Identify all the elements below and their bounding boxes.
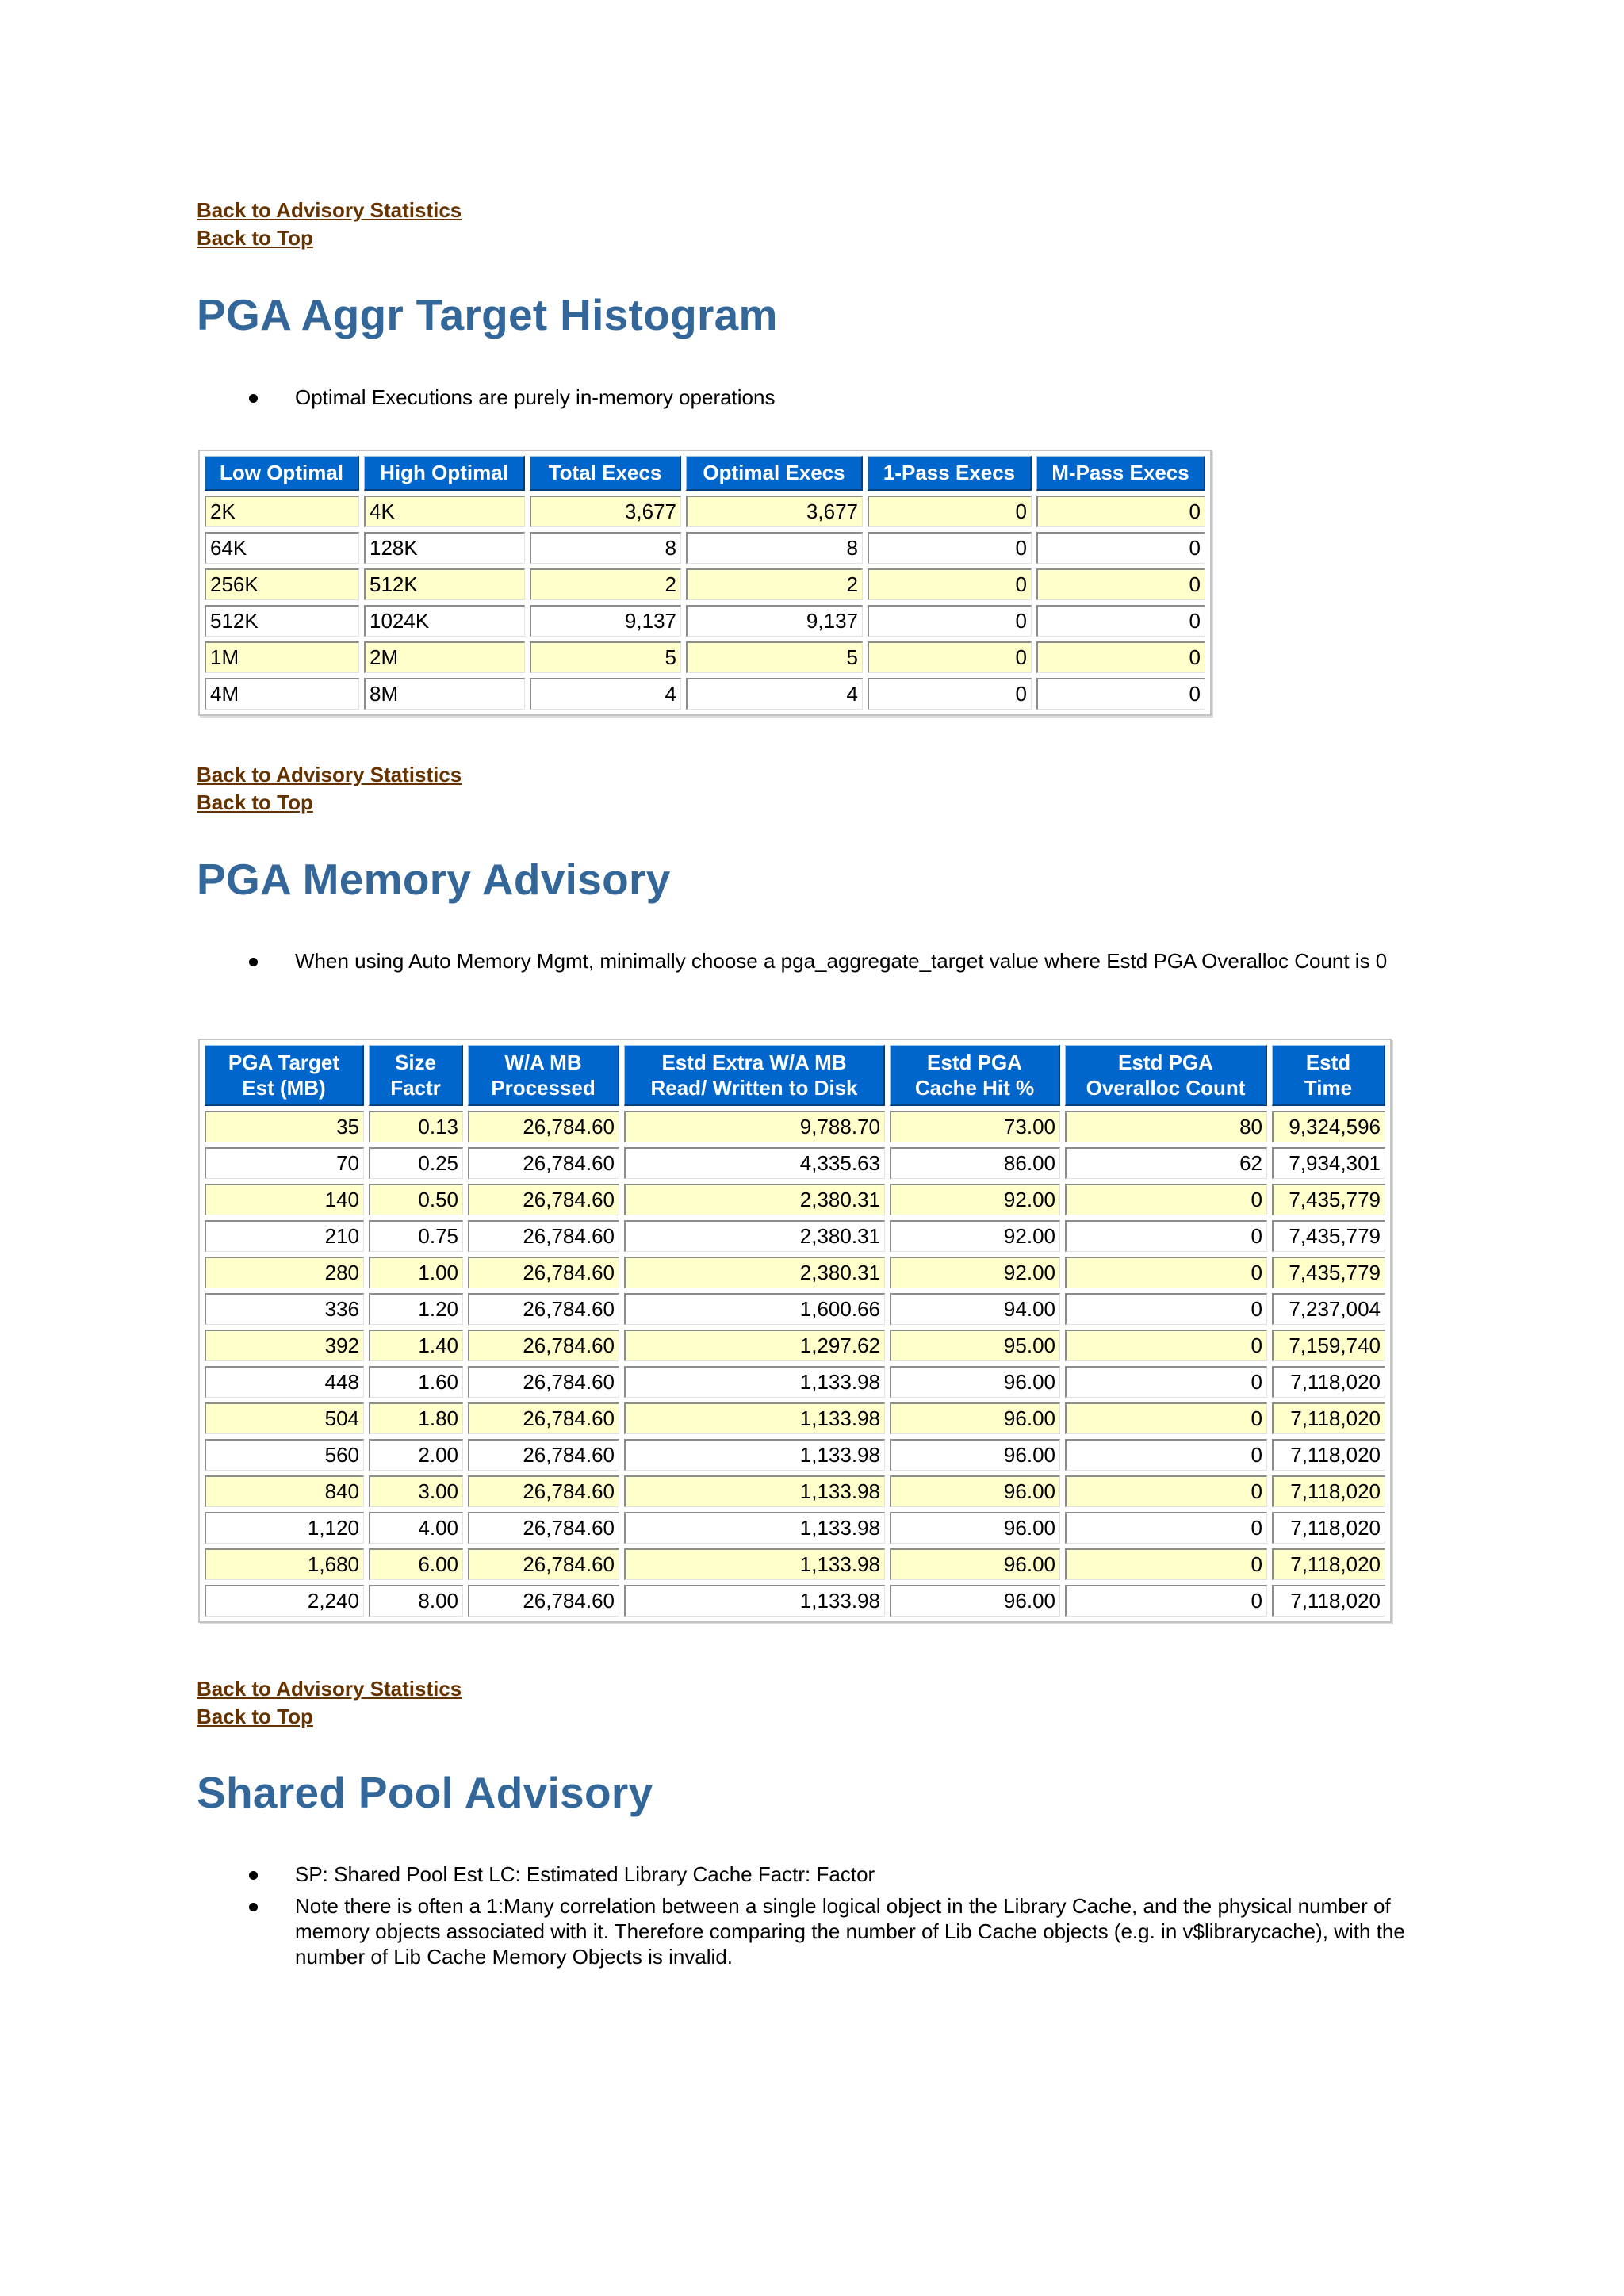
table-cell: 0 [1036, 641, 1205, 673]
table-row [205, 1220, 1385, 1252]
table-cell: 4,335.63 [624, 1147, 885, 1179]
table-cell: 1.80 [369, 1402, 463, 1434]
table-cell: 26,784.60 [468, 1585, 619, 1617]
column-header-line: Size [394, 1050, 437, 1074]
table-cell: 0 [1065, 1439, 1267, 1471]
table-cell: 7,934,301 [1272, 1147, 1385, 1179]
back-to-advisory-statistics-link[interactable]: Back to Advisory Statistics [197, 763, 462, 786]
table-cell: 3.00 [369, 1475, 463, 1507]
table-cell: 7,435,779 [1272, 1257, 1385, 1288]
table-cell: 504 [205, 1402, 364, 1434]
table-cell: 210 [205, 1220, 364, 1252]
table-cell: 0 [1065, 1184, 1267, 1215]
table-row [205, 1257, 1385, 1288]
table-cell: 7,118,020 [1272, 1585, 1385, 1617]
table-cell: 26,784.60 [468, 1293, 619, 1325]
table-cell: 1,297.62 [624, 1330, 885, 1361]
table-cell: 62 [1065, 1147, 1267, 1179]
table-cell: 0 [1065, 1475, 1267, 1507]
table-cell: 2M [364, 641, 525, 673]
column-header [1272, 1045, 1385, 1106]
table-cell: 1.20 [369, 1293, 463, 1325]
table-cell: 2,380.31 [624, 1220, 885, 1252]
table-cell: 256K [205, 568, 359, 600]
table-cell: 26,784.60 [468, 1147, 619, 1179]
table-row [205, 1402, 1385, 1434]
back-to-advisory-statistics-link[interactable]: Back to Advisory Statistics [197, 1677, 462, 1701]
notes-shared-pool [197, 1862, 1434, 1976]
column-header-line: Cache Hit % [914, 1076, 1035, 1100]
table-cell: 2,380.31 [624, 1184, 885, 1215]
table-cell: 448 [205, 1366, 364, 1398]
table-cell: 5 [530, 641, 681, 673]
table-cell: 0 [868, 568, 1032, 600]
table-cell: 96.00 [890, 1402, 1060, 1434]
table-cell: 7,118,020 [1272, 1402, 1385, 1434]
table-cell: 96.00 [890, 1512, 1060, 1544]
table-cell: 512K [364, 568, 525, 600]
table-cell: 2.00 [369, 1439, 463, 1471]
table-row [205, 532, 1205, 564]
table-row [205, 496, 1205, 527]
table-cell: 7,118,020 [1272, 1548, 1385, 1580]
column-header-line: Estd PGA [1118, 1050, 1213, 1074]
table-cell: 9,324,596 [1272, 1111, 1385, 1142]
table-cell: 5 [686, 641, 863, 673]
column-header-line: PGA Target [228, 1050, 340, 1074]
table-cell: 0 [1065, 1548, 1267, 1580]
table-row [205, 1439, 1385, 1471]
table-row [205, 1293, 1385, 1325]
column-header: M-Pass Execs [1036, 456, 1205, 491]
table-cell: 26,784.60 [468, 1402, 619, 1434]
table-cell: 8M [364, 678, 525, 710]
table-cell: 1,133.98 [624, 1402, 885, 1434]
table-cell: 92.00 [890, 1184, 1060, 1215]
table-cell: 0 [1036, 678, 1205, 710]
table-cell: 7,118,020 [1272, 1439, 1385, 1471]
table-cell: 4 [530, 678, 681, 710]
table-cell: 96.00 [890, 1439, 1060, 1471]
table-cell: 0.13 [369, 1111, 463, 1142]
table-cell: 0 [1065, 1402, 1267, 1434]
table-cell: 8.00 [369, 1585, 463, 1617]
table-cell: 1,133.98 [624, 1585, 885, 1617]
table-cell: 4M [205, 678, 359, 710]
table-cell: 26,784.60 [468, 1330, 619, 1361]
column-header-line: Overalloc Count [1086, 1076, 1246, 1100]
table-cell: 0 [1065, 1512, 1267, 1544]
table-cell: 840 [205, 1475, 364, 1507]
table-cell: 0 [1065, 1366, 1267, 1398]
column-header [1065, 1045, 1267, 1106]
section-title-memory-advisory: PGA Memory Advisory [197, 855, 671, 904]
note-item: Optimal Executions are purely in-memory operations [197, 385, 1434, 410]
table-cell: 80 [1065, 1111, 1267, 1142]
column-header-line: Processed [491, 1076, 596, 1100]
column-header [369, 1045, 463, 1106]
table-header-row [205, 456, 1205, 491]
table-cell: 2K [205, 496, 359, 527]
table-cell: 4.00 [369, 1512, 463, 1544]
table-cell: 0 [868, 532, 1032, 564]
column-header: High Optimal [364, 456, 525, 491]
table-cell: 26,784.60 [468, 1111, 619, 1142]
column-header: Total Execs [530, 456, 681, 491]
table-row [205, 1475, 1385, 1507]
table-row [205, 568, 1205, 600]
table-cell: 4K [364, 496, 525, 527]
table-cell: 96.00 [890, 1366, 1060, 1398]
table-row [205, 1111, 1385, 1142]
column-header-line: Estd Extra W/A MB [661, 1050, 847, 1074]
table-row [205, 678, 1205, 710]
table-cell: 0 [868, 605, 1032, 637]
table-cell: 1,133.98 [624, 1512, 885, 1544]
column-header-line: Factr [390, 1076, 441, 1100]
table-cell: 7,118,020 [1272, 1366, 1385, 1398]
column-header-line: Est (MB) [242, 1076, 326, 1100]
column-header [890, 1045, 1060, 1106]
table-cell: 3,677 [530, 496, 681, 527]
column-header [624, 1045, 885, 1106]
table-cell: 2 [530, 568, 681, 600]
table-cell: 9,137 [686, 605, 863, 637]
table-cell: 0 [1065, 1585, 1267, 1617]
table-cell: 1.60 [369, 1366, 463, 1398]
column-header-line: Estd PGA [927, 1050, 1022, 1074]
table-row [205, 1585, 1385, 1617]
table-cell: 92.00 [890, 1220, 1060, 1252]
table-cell: 1024K [364, 605, 525, 637]
table-cell: 1,680 [205, 1548, 364, 1580]
table-cell: 0.50 [369, 1184, 463, 1215]
table-cell: 7,118,020 [1272, 1512, 1385, 1544]
table-cell: 95.00 [890, 1330, 1060, 1361]
table-row [205, 1548, 1385, 1580]
column-header: Optimal Execs [686, 456, 863, 491]
note-item: SP: Shared Pool Est LC: Estimated Library Cache Factr: Factor [197, 1862, 1434, 1887]
back-to-top-link[interactable]: Back to Top [197, 790, 313, 814]
table-cell: 1,133.98 [624, 1548, 885, 1580]
table-cell: 0.75 [369, 1220, 463, 1252]
table-cell: 0 [1036, 605, 1205, 637]
column-header-line: W/A MB [504, 1050, 582, 1074]
back-links-memory-advisory [197, 761, 462, 817]
table-cell: 6.00 [369, 1548, 463, 1580]
table-cell: 96.00 [890, 1585, 1060, 1617]
column-header-line: Estd [1305, 1050, 1351, 1074]
column-header [468, 1045, 619, 1106]
table-cell: 96.00 [890, 1548, 1060, 1580]
table-cell: 336 [205, 1293, 364, 1325]
table-cell: 92.00 [890, 1257, 1060, 1288]
table-cell: 0 [1036, 532, 1205, 564]
table-cell: 8 [530, 532, 681, 564]
table-cell: 1.00 [369, 1257, 463, 1288]
column-header: 1-Pass Execs [868, 456, 1032, 491]
table-cell: 1M [205, 641, 359, 673]
table-cell: 1,133.98 [624, 1439, 885, 1471]
table-cell: 1,600.66 [624, 1293, 885, 1325]
table-cell: 560 [205, 1439, 364, 1471]
column-header-line: Read/ Written to Disk [650, 1076, 858, 1100]
histogram-table [198, 450, 1212, 716]
table-cell: 0 [1065, 1293, 1267, 1325]
table-cell: 8 [686, 532, 863, 564]
table-cell: 9,788.70 [624, 1111, 885, 1142]
table-row [205, 1330, 1385, 1361]
table-cell: 2,380.31 [624, 1257, 885, 1288]
table-cell: 1,133.98 [624, 1366, 885, 1398]
table-cell: 7,435,779 [1272, 1184, 1385, 1215]
table-cell: 73.00 [890, 1111, 1060, 1142]
notes-memory-advisory [197, 948, 1434, 980]
table-cell: 7,159,740 [1272, 1330, 1385, 1361]
table-cell: 512K [205, 605, 359, 637]
section-title-histogram: PGA Aggr Target Histogram [197, 290, 778, 339]
table-cell: 96.00 [890, 1475, 1060, 1507]
table-row [205, 1147, 1385, 1179]
column-header: Low Optimal [205, 456, 359, 491]
table-cell: 4 [686, 678, 863, 710]
note-item: Note there is often a 1:Many correlation between a single logical object in the Library Cache, and the physical number of memory objects associated with it. Therefore comparing the number of Lib Cache objects (e.g. in v$librarycache), with the number of Lib Cache Memory Objects is invalid. [197, 1893, 1434, 1969]
back-to-advisory-statistics-link[interactable]: Back to Advisory Statistics [197, 198, 462, 222]
notes-histogram [197, 385, 1434, 416]
table-cell: 70 [205, 1147, 364, 1179]
table-cell: 26,784.60 [468, 1512, 619, 1544]
table-cell: 26,784.60 [468, 1439, 619, 1471]
table-cell: 392 [205, 1330, 364, 1361]
table-cell: 26,784.60 [468, 1475, 619, 1507]
column-header [205, 1045, 364, 1106]
table-cell: 140 [205, 1184, 364, 1215]
table-header-row [205, 1045, 1385, 1106]
column-header-line: Time [1304, 1076, 1353, 1100]
table-cell: 94.00 [890, 1293, 1060, 1325]
table-row [205, 605, 1205, 637]
table-cell: 0 [1065, 1220, 1267, 1252]
table-cell: 0.25 [369, 1147, 463, 1179]
table-cell: 26,784.60 [468, 1257, 619, 1288]
back-to-top-link[interactable]: Back to Top [197, 226, 313, 250]
table-cell: 26,784.60 [468, 1366, 619, 1398]
table-cell: 7,237,004 [1272, 1293, 1385, 1325]
back-links-histogram [197, 197, 462, 252]
table-cell: 9,137 [530, 605, 681, 637]
table-cell: 64K [205, 532, 359, 564]
table-row [205, 1512, 1385, 1544]
table-cell: 26,784.60 [468, 1220, 619, 1252]
table-cell: 7,118,020 [1272, 1475, 1385, 1507]
table-cell: 0 [1065, 1330, 1267, 1361]
table-cell: 0 [868, 641, 1032, 673]
table-cell: 26,784.60 [468, 1184, 619, 1215]
table-cell: 3,677 [686, 496, 863, 527]
table-cell: 7,435,779 [1272, 1220, 1385, 1252]
back-links-shared-pool [197, 1675, 462, 1731]
table-cell: 86.00 [890, 1147, 1060, 1179]
table-cell: 128K [364, 532, 525, 564]
table-row [205, 641, 1205, 673]
table-cell: 26,784.60 [468, 1548, 619, 1580]
table-cell: 35 [205, 1111, 364, 1142]
back-to-top-link[interactable]: Back to Top [197, 1705, 313, 1728]
table-cell: 2,240 [205, 1585, 364, 1617]
table-cell: 2 [686, 568, 863, 600]
table-row [205, 1184, 1385, 1215]
table-cell: 1.40 [369, 1330, 463, 1361]
table-cell: 0 [868, 496, 1032, 527]
pga-memory-advisory-table [198, 1039, 1392, 1623]
table-cell: 0 [1036, 568, 1205, 600]
section-title-shared-pool: Shared Pool Advisory [197, 1768, 653, 1817]
table-row [205, 1366, 1385, 1398]
table-cell: 0 [1065, 1257, 1267, 1288]
note-item: When using Auto Memory Mgmt, minimally choose a pga_aggregate_target value where Estd PGA Overalloc Count is 0 [197, 948, 1434, 974]
table-cell: 280 [205, 1257, 364, 1288]
table-cell: 1,120 [205, 1512, 364, 1544]
table-cell: 1,133.98 [624, 1475, 885, 1507]
table-cell: 0 [1036, 496, 1205, 527]
table-cell: 0 [868, 678, 1032, 710]
